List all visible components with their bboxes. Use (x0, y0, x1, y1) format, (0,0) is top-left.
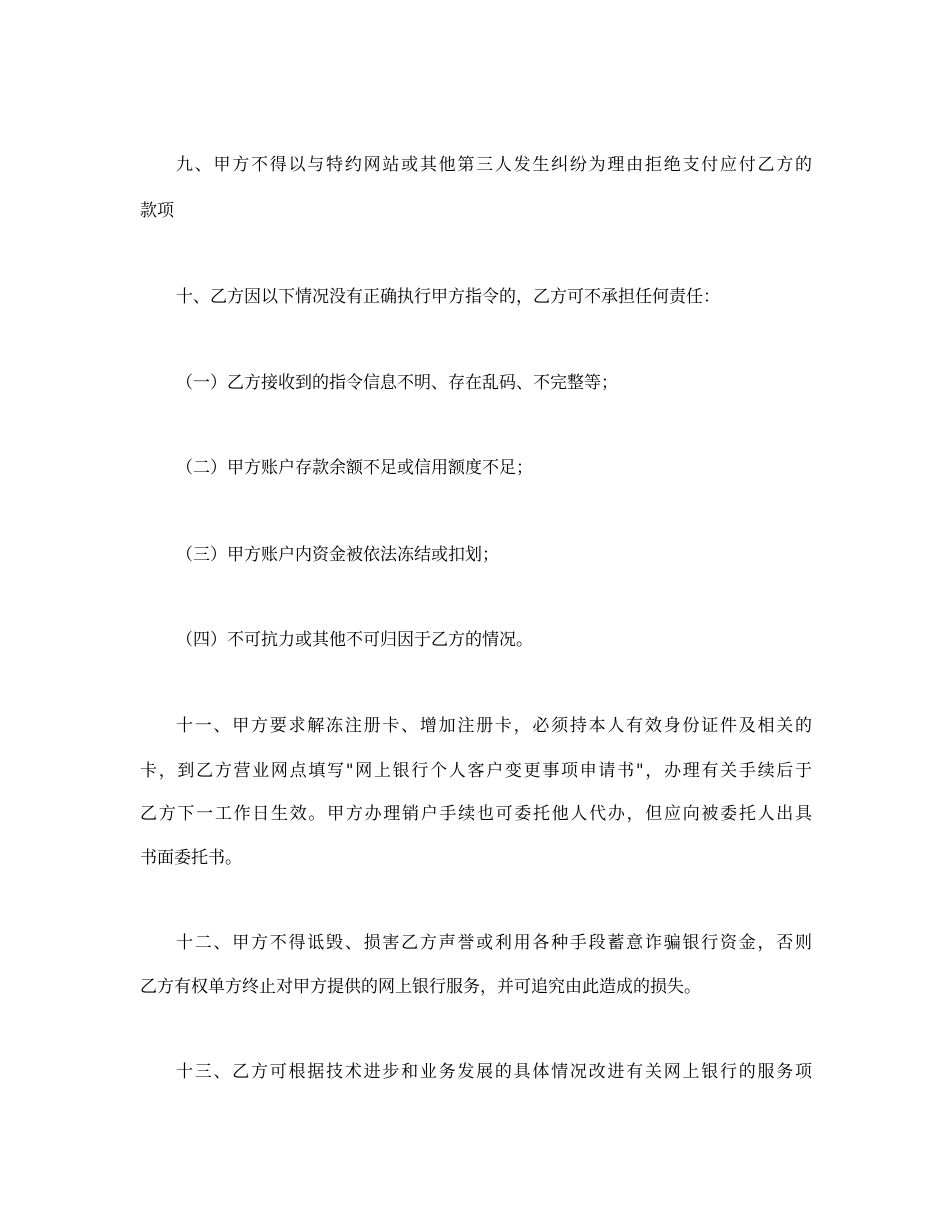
list-item-4: （四）不可抗力或其他不可归因于乙方的情况。 (176, 630, 533, 650)
paragraph-12-line-1: 十二、甲方不得诋毁、损害乙方声誉或利用各种手段蓄意诈骗银行资金，否则 (176, 933, 812, 953)
paragraph-11-line-3: 乙方下一工作日生效。甲方办理销户手续也可委托他人代办，但应向被委托人出具 (140, 804, 812, 824)
list-item-1: （一）乙方接收到的指令信息不明、存在乱码、不完整等； (176, 373, 618, 393)
paragraph-10-line-1: 十、乙方因以下情况没有正确执行甲方指令的，乙方可不承担任何责任： (176, 287, 720, 307)
paragraph-9-line-2: 款项 (140, 201, 174, 221)
list-item-3: （三）甲方账户内资金被依法冻结或扣划； (176, 545, 499, 565)
list-item-2: （二）甲方账户存款余额不足或信用额度不足； (176, 458, 533, 478)
paragraph-11-line-2: 卡，到乙方营业网点填写"网上银行个人客户变更事项申请书"，办理有关手续后于 (140, 761, 812, 781)
paragraph-9-line-1: 九、甲方不得以与特约网站或其他第三人发生纠纷为理由拒绝支付应付乙方的 (176, 155, 812, 175)
paragraph-13-line-1: 十三、乙方可根据技术进步和业务发展的具体情况改进有关网上银行的服务项 (176, 1062, 812, 1082)
paragraph-11-line-4: 书面委托书。 (140, 848, 242, 868)
paragraph-12-line-2: 乙方有权单方终止对甲方提供的网上银行服务，并可追究由此造成的损失。 (140, 977, 701, 997)
paragraph-11-line-1: 十一、甲方要求解冻注册卡、增加注册卡，必须持本人有效身份证件及相关的 (176, 716, 812, 736)
